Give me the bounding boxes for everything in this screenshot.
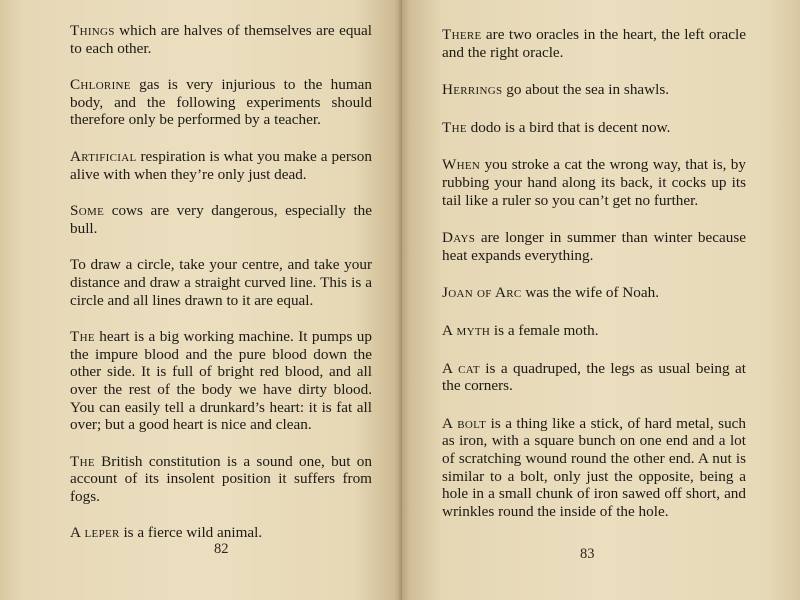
paragraph-lead: Things [70, 22, 115, 39]
paragraph-lead: Herrings [442, 81, 503, 99]
paragraph [70, 202, 372, 237]
page-number: 82 [214, 541, 229, 557]
paragraph-text: respiration is what you make a person alive with when they’re only just dead. [70, 147, 372, 183]
right-page-text [442, 26, 746, 520]
paragraph-text: To draw a circle, take your centre, and take your distance and draw a straight curved line. This is a circle and all lines drawn to it are equal. [70, 256, 372, 309]
paragraph [442, 119, 746, 137]
paragraph-lead: Artificial [70, 147, 137, 165]
right-page [402, 0, 800, 600]
paragraph-text: is a fierce wild animal. [119, 524, 263, 542]
paragraph-lead: A leper [70, 524, 120, 542]
paragraph [70, 22, 372, 57]
paragraph-lead: Chlorine [70, 76, 131, 94]
paragraph-text: British constitution is a sound one, but on account of its insolent position it suffers from fogs. [70, 452, 372, 505]
paragraph-lead: The [442, 118, 467, 136]
paragraph-text: go about the sea in shawls. [502, 81, 670, 99]
paragraph [70, 256, 372, 309]
paragraph [70, 328, 372, 434]
paragraph-text: heart is a big working machine. It pumps up the impure blood and the pure blood down the other side. It is full of bright red blood, and all over the rest of the body we have dirty blood. You can easily tell a drunkard’s heart: it is fat all over; but a good heart is nice and clean. [70, 328, 372, 434]
paragraph [70, 453, 372, 506]
paragraph-lead: The [70, 452, 95, 470]
paragraph-text: gas is very injurious to the human body, and the following experiments should therefore only be performed by a teacher. [70, 76, 372, 129]
paragraph-lead: Joan of Arc [442, 284, 522, 302]
paragraph [70, 76, 372, 129]
paragraph-text: is a quadruped, the legs as usual being at the corners. [442, 359, 746, 395]
paragraph [70, 524, 372, 542]
paragraph [442, 156, 746, 209]
paragraph [70, 148, 372, 183]
paragraph-text: cows are very dangerous, especially the bull. [70, 202, 372, 237]
page-number: 83 [580, 546, 595, 562]
paragraph-text: are two oracles in the heart, the left oracle and the right oracle. [442, 26, 746, 61]
paragraph [442, 322, 746, 340]
paragraph [442, 360, 746, 395]
paragraph-text: are longer in summer than winter because heat expands everything. [442, 229, 746, 264]
paragraph-text: dodo is a bird that is decent now. [466, 118, 671, 136]
paragraph-text: you stroke a cat the wrong way, that is, by rubbing your hand along its back, it cocks up its tail like a ruler so you can’t get no further. [442, 156, 746, 209]
paragraph-lead: A bolt [442, 414, 487, 432]
paragraph-text: was the wife of Noah. [521, 284, 660, 302]
paragraph-lead: The [70, 328, 95, 346]
left-page-text [70, 22, 372, 542]
paragraph-lead: A myth [442, 321, 491, 339]
paragraph-lead: When [442, 156, 481, 174]
paragraph [442, 415, 746, 521]
paragraph-lead: Some [70, 202, 105, 220]
paragraph [442, 81, 746, 99]
paragraph-text: is a thing like a stick, of hard metal, such as iron, with a square bunch on one end and a lot of scratching wound round the other end. A nut is similar to a bolt, only just the opposite, being a hole in a small chunk of iron sawed off short, and wrinkles round the inside of the hole. [442, 414, 746, 520]
paragraph-lead: A cat [442, 359, 480, 377]
paragraph [442, 229, 746, 264]
paragraph-text: which are halves of themselves are equal to each other. [70, 22, 372, 57]
paragraph-lead: There [442, 26, 482, 43]
paragraph-lead: Days [442, 229, 476, 247]
paragraph [442, 26, 746, 61]
paragraph-text: is a female moth. [490, 321, 599, 339]
paragraph [442, 284, 746, 302]
